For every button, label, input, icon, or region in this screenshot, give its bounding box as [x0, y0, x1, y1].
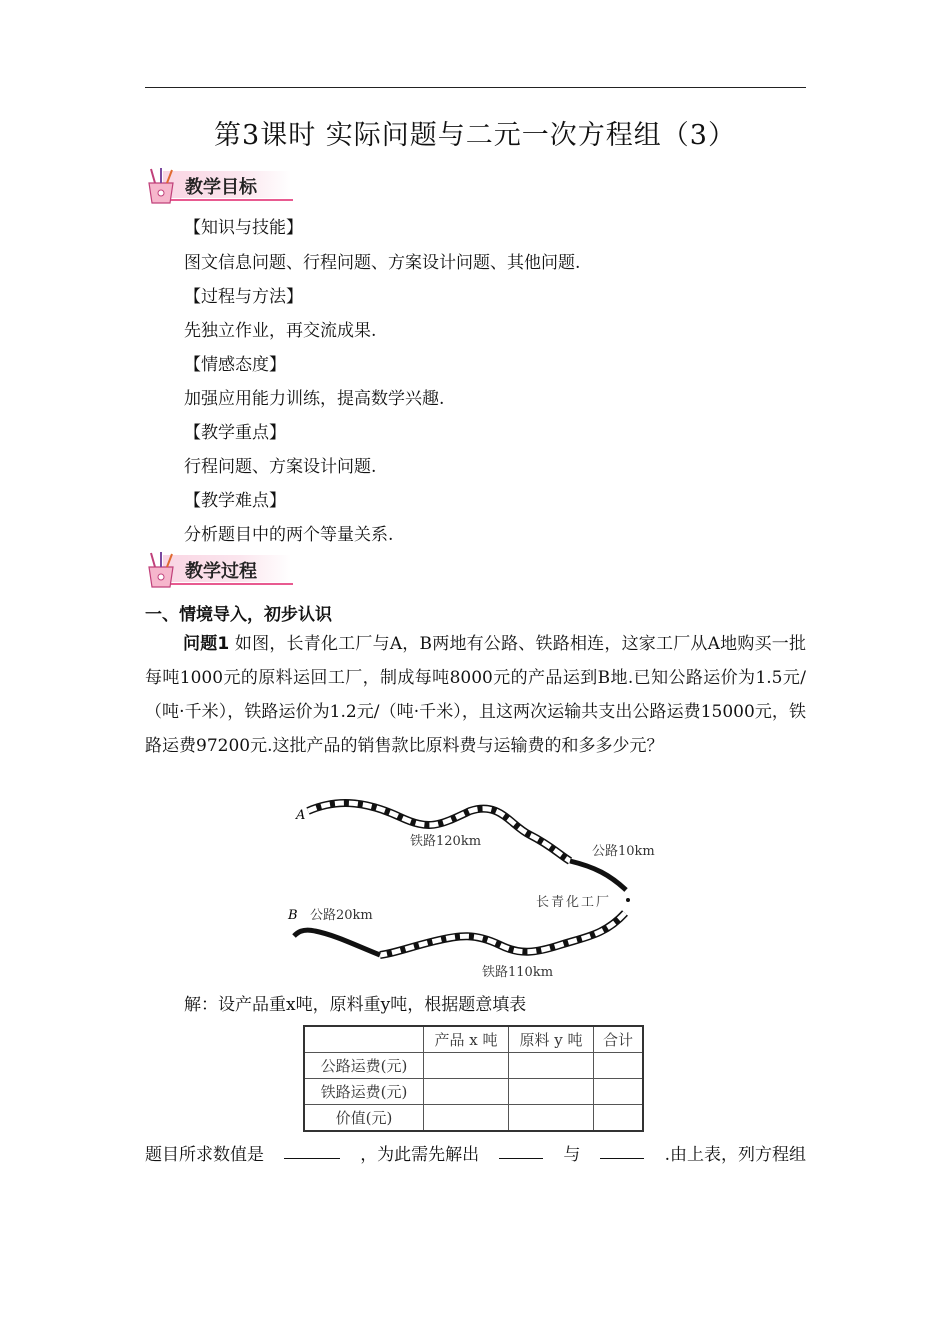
- route-map: [270, 795, 670, 985]
- goal-heading: 【知识与技能】: [184, 218, 303, 238]
- goal-text: 加强应用能力训练，提高数学兴趣.: [184, 389, 445, 409]
- table-cell[interactable]: [594, 1079, 644, 1105]
- table-row: [304, 1079, 643, 1105]
- answer-blank[interactable]: [600, 1140, 644, 1159]
- table-row-label: 铁路运费(元): [304, 1079, 424, 1105]
- question-line: [145, 1140, 806, 1165]
- map-label-a: A: [296, 808, 306, 823]
- question-part: 与: [563, 1145, 581, 1165]
- pencil-cup-icon: [143, 167, 187, 207]
- problem-label: 问题1: [183, 634, 230, 654]
- table-row: [304, 1053, 643, 1079]
- problem-paragraph: [145, 627, 806, 763]
- goal-text: 先独立作业，再交流成果.: [184, 321, 377, 341]
- pencil-cup-icon: [143, 551, 187, 591]
- table-cell[interactable]: [509, 1105, 594, 1132]
- table-cell[interactable]: [594, 1105, 644, 1132]
- map-rail-bottom: 铁路110km: [482, 965, 554, 980]
- answer-blank[interactable]: [284, 1140, 340, 1159]
- table-header-cell: 产品 x 吨: [424, 1026, 509, 1053]
- question-part: ，为此需先解出: [360, 1145, 480, 1165]
- table-row: [304, 1105, 643, 1132]
- solution-text: 解：设产品重x吨，原料重y吨，根据题意填表: [184, 995, 527, 1015]
- top-rule: [145, 87, 806, 88]
- table-header-cell: [304, 1026, 424, 1053]
- goal-text: 行程问题、方案设计问题.: [184, 457, 377, 477]
- goal-heading: 【教学重点】: [184, 423, 286, 443]
- map-rail-top: 铁路120km: [410, 834, 482, 849]
- table-row-label: 公路运费(元): [304, 1053, 424, 1079]
- problem-text: 如图，长青化工厂与A，B两地有公路、铁路相连，这家工厂从A地购买一批每吨1000元的原料运回工厂，制成每吨8000元的产品运到B地.已知公路运价为1.5元/（吨·千米），铁路运价为1.2元/（吨·千米），且这两次运输共支出公路运费15000元，铁路运费97200元.这批产品的销售款比原料费与运输费的和多多少元？: [145, 634, 806, 756]
- table-header-cell: 原料 y 吨: [509, 1026, 594, 1053]
- table-cell[interactable]: [594, 1053, 644, 1079]
- map-road-left: 公路20km: [310, 908, 373, 923]
- page-title: 第3课时 实际问题与二元一次方程组（3）: [214, 120, 736, 151]
- answer-blank[interactable]: [499, 1140, 543, 1159]
- map-factory: 长青化工厂: [536, 895, 612, 910]
- goals-badge: [143, 167, 293, 203]
- goal-text: 图文信息问题、行程问题、方案设计问题、其他问题.: [184, 253, 581, 273]
- process-badge: [143, 551, 293, 587]
- table-cell[interactable]: [509, 1053, 594, 1079]
- table-header-row: [304, 1026, 643, 1053]
- question-part: 题目所求数值是: [145, 1145, 264, 1165]
- table-cell[interactable]: [509, 1079, 594, 1105]
- fill-table: [303, 1025, 644, 1132]
- table-cell[interactable]: [424, 1053, 509, 1079]
- question-part: .由上表，列方程组: [664, 1145, 806, 1165]
- table-cell[interactable]: [424, 1105, 509, 1132]
- process-badge-label: 教学过程: [185, 561, 257, 582]
- goal-heading: 【过程与方法】: [184, 287, 303, 307]
- section-heading: 一、情境导入，初步认识: [145, 605, 332, 625]
- map-road-right: 公路10km: [592, 844, 655, 859]
- goal-text: 分析题目中的两个等量关系.: [184, 525, 394, 545]
- goal-heading: 【教学难点】: [184, 491, 286, 511]
- goal-heading: 【情感态度】: [184, 355, 286, 375]
- table-row-label: 价值(元): [304, 1105, 424, 1132]
- map-label-b: B: [288, 908, 298, 923]
- table-cell[interactable]: [424, 1079, 509, 1105]
- table-header-cell: 合计: [594, 1026, 644, 1053]
- goals-badge-label: 教学目标: [185, 177, 257, 198]
